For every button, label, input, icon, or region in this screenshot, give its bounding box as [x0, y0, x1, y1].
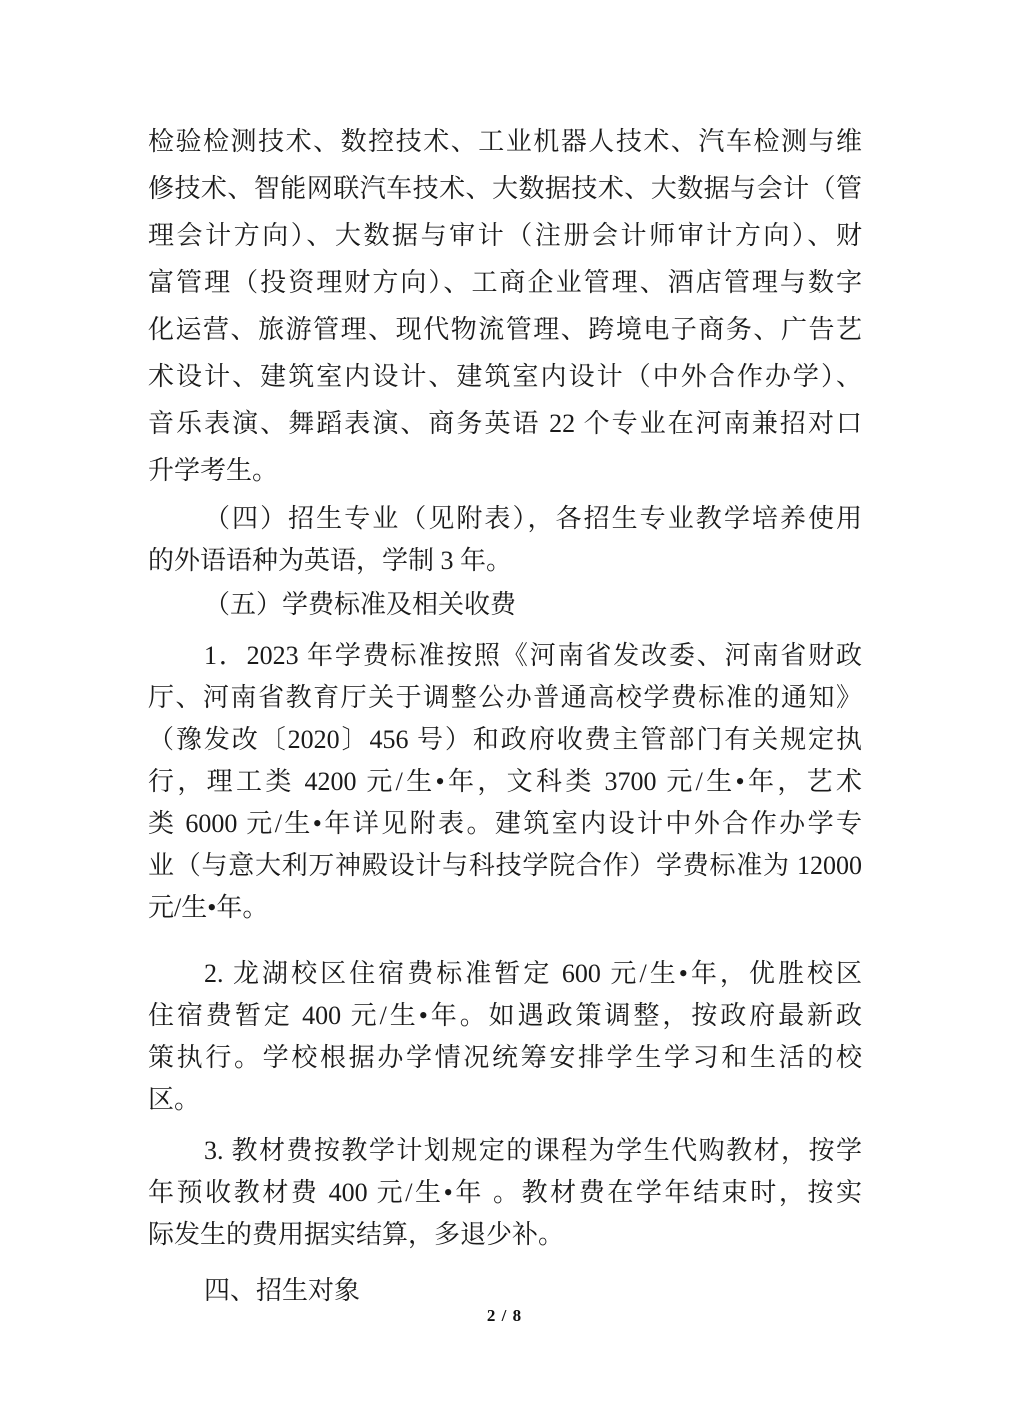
- text-line: 厅、河南省教育厅关于调整公办普通高校学费标准的通知》: [148, 683, 862, 712]
- text-line: 住宿费暂定 400 元/生•年。如遇政策调整，按政府最新政: [148, 1001, 862, 1030]
- text-line: 音乐表演、舞蹈表演、商务英语 22 个专业在河南兼招对口: [148, 409, 862, 438]
- text-line: 的外语语种为英语，学制 3 年。: [148, 546, 513, 575]
- paragraph-section-5-heading: [148, 584, 862, 626]
- text-line: 元/生•年。: [148, 893, 269, 922]
- text-line: 富管理（投资理财方向）、工商企业管理、酒店管理与数字: [148, 268, 862, 297]
- text-line: 3. 教材费按教学计划规定的课程为学生代购教材，按学: [204, 1136, 862, 1165]
- text-line: 理会计方向）、大数据与审计（注册会计师审计方向）、财: [148, 221, 862, 250]
- text-line: （豫发改〔2020〕456 号）和政府收费主管部门有关规定执: [148, 725, 862, 754]
- page-number: 2 / 8: [486, 1306, 523, 1325]
- text-line: 年预收教材费 400 元/生•年 。教材费在学年结束时，按实: [148, 1178, 862, 1207]
- text-line: 行，理工类 4200 元/生•年，文科类 3700 元/生•年，艺术: [148, 767, 862, 796]
- text-line: 业（与意大利万神殿设计与科技学院合作）学费标准为 12000: [148, 851, 862, 880]
- section-heading: （五）学费标准及相关收费: [204, 590, 517, 619]
- text-line: 修技术、智能网联汽车技术、大数据技术、大数据与会计（管: [148, 174, 862, 203]
- text-line: 术设计、建筑室内设计、建筑室内设计（中外合作办学）、: [148, 362, 862, 391]
- text-line: 检验检测技术、数控技术、工业机器人技术、汽车检测与维: [148, 127, 862, 156]
- paragraph-tuition-standard: [148, 635, 862, 929]
- text-line: 区。: [148, 1085, 201, 1114]
- document-body: [148, 118, 862, 1312]
- text-line: 类 6000 元/生•年详见附表。建筑室内设计中外合作办学专: [148, 809, 862, 838]
- text-line: 升学考生。: [148, 456, 279, 485]
- text-line: （四）招生专业（见附表），各招生专业教学培养使用: [204, 504, 862, 533]
- page-footer: [0, 1306, 1009, 1326]
- paragraph-accommodation-fee: [148, 953, 862, 1121]
- text-line: 1．2023 年学费标准按照《河南省发改委、河南省财政: [204, 641, 862, 670]
- paragraph-section-4: [148, 498, 862, 582]
- paragraph-majors-list: [148, 118, 862, 494]
- paragraph-textbook-fee: [148, 1130, 862, 1256]
- text-line: 际发生的费用据实结算，多退少补。: [148, 1220, 565, 1249]
- text-line: 2. 龙湖校区住宿费标准暂定 600 元/生•年，优胜校区: [204, 959, 862, 988]
- text-line: 化运营、旅游管理、现代物流管理、跨境电子商务、广告艺: [148, 315, 862, 344]
- text-line: 策执行。学校根据办学情况统筹安排学生学习和生活的校: [148, 1043, 862, 1072]
- section-heading: 四、招生对象: [204, 1276, 361, 1305]
